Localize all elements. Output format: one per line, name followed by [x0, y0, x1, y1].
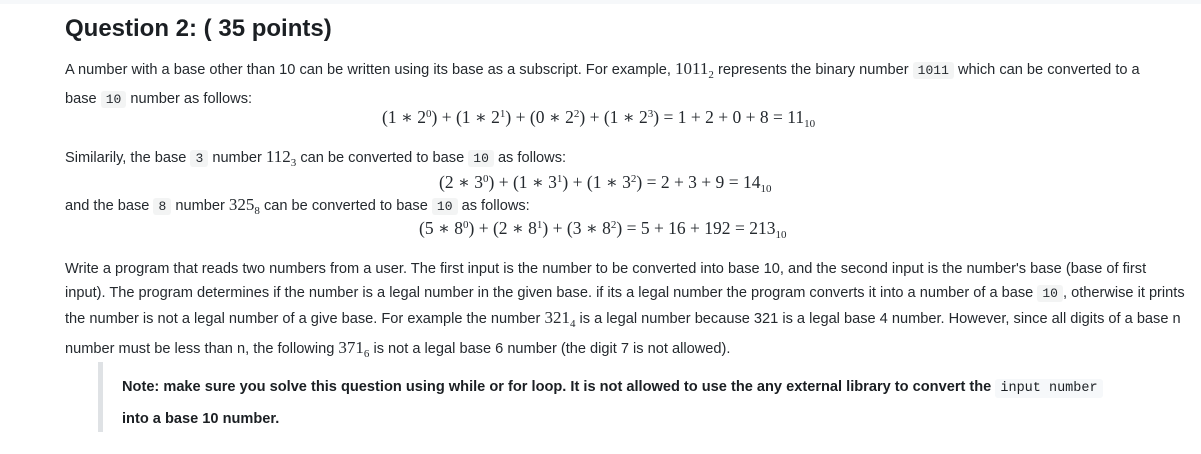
equation-result: $213_{10}$ [749, 218, 787, 241]
inline-code: 10 [468, 150, 494, 167]
binary-number: $1011_2$ [675, 59, 714, 81]
equation-base3: (2 ∗ $3^0) + (1$ ∗ $3^1) + (1$ ∗ $3^2) = 2 + 3 + 9 = 14_{10}$ [439, 172, 772, 195]
question-heading: Question 2: ( 35 points) [65, 15, 332, 42]
top-divider [0, 0, 1201, 4]
base8-paragraph: and the base 8 number $325_8$ can be converted to base 10 as follows: [65, 195, 530, 217]
base8-number: $325_8$ [228, 195, 260, 217]
equation-term: (1 ∗ $3^1$) [512, 172, 569, 192]
equation-term: (0 ∗ $2^2$) [529, 107, 586, 127]
inline-code: 3 [190, 150, 208, 167]
equation-result: $14_{10}$ [742, 172, 772, 195]
inline-code: input number [995, 379, 1102, 398]
equation-term: (1 ∗ $3^2$) [586, 172, 643, 192]
equation-sum: 5 + 16 + 192 [640, 218, 731, 238]
inline-code: 1011 [913, 62, 954, 79]
base3-number: $112_3$ [265, 147, 297, 169]
equation-term: (1 ∗ $2^3$) [603, 107, 660, 127]
inline-code: 10 [432, 198, 458, 215]
equation-result: $11_{10}$ [787, 107, 816, 130]
equation-sum: 1 + 2 + 0 + 8 [677, 107, 769, 127]
equation-term: (3 ∗ $8^2$) [566, 218, 623, 238]
inline-code: 10 [1037, 285, 1063, 302]
inline-code: 10 [101, 91, 127, 108]
task-paragraph: Write a program that reads two numbers from a user. The first input is the number to be converted into base 10, and the second input is the number's base (base of first input). The program determines if the number is a legal number in the given base. if its a legal number the program converts it into a number of a base 10 , otherwise it prints the number is not a legal number of a give base. For example the number $321_4$ is a legal number because 321 is a legal base 4 number. However, since all digits of a base n number must be less than n, the following $371_6$ is not a legal base 6 number (the digit 7 is not allowed). [65, 261, 1185, 360]
inline-code: 8 [153, 198, 171, 215]
base6-number: $371_6$ [338, 338, 370, 360]
equation-term: (2 ∗ $8^1$) [492, 218, 549, 238]
intro-paragraph: A number with a base other than 10 can be written using its base as a subscript. For example, $1011_2$ represents the binary number 1011 which can be converted to a base 10 number as follows: [65, 59, 1140, 107]
equation-term: (5 ∗ $8^0$) [419, 218, 475, 238]
equation-term: (1 ∗ $2^1$) [455, 107, 512, 127]
note-text: Note: make sure you solve this question using while or for loop. It is not allowed to use the any external library to convert the input number into a base 10 number. [122, 372, 1132, 435]
note-blockquote [98, 362, 1138, 432]
equation-base8: (5 ∗ $8^0) + (2$ ∗ $8^1) + (3$ ∗ $8^2) = 5 + 16 + 192 = 213_{10}$ [419, 218, 787, 241]
equation-binary: (1 ∗ $2^0) + (1$ ∗ $2^1) + (0$ ∗ $2^2) + (1$ ∗ $2^3) = 1 + 2 + 0 + 8 = 11_{10}$ [382, 107, 816, 130]
equation-term: (1 ∗ $2^0$) [382, 107, 438, 127]
similarly-paragraph: Similarily, the base 3 number $112_3$ can be converted to base 10 as follows: [65, 147, 567, 169]
equation-sum: 2 + 3 + 9 [660, 172, 725, 192]
base4-number: $321_4$ [544, 308, 576, 330]
equation-term: (2 ∗ $3^0$) [439, 172, 495, 192]
